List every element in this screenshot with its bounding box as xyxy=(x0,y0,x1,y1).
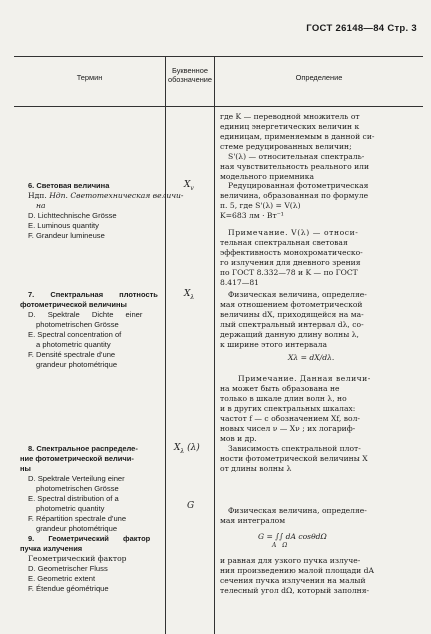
definition-line: держащий данную длину волны λ, xyxy=(220,330,359,339)
definition-line: величины dX, приходящейся на ма- xyxy=(220,310,364,319)
french-term: grandeur photométrique xyxy=(36,360,118,369)
german-term: D. Spektrale Dichte einer xyxy=(28,310,143,319)
col-header-term: Термин xyxy=(76,73,103,82)
german-term: photometrischen Grösse xyxy=(36,320,119,329)
english-term: photometric quantity xyxy=(36,504,105,513)
definition-line: стеме редуцированных величин; xyxy=(220,142,352,151)
col-header-definition: Определение xyxy=(295,73,343,82)
english-term: E. Luminous quantity xyxy=(28,221,99,230)
note-line: только в шкале длин волн λ, но xyxy=(220,394,347,403)
term-title: фотометрической величины xyxy=(20,300,127,309)
definition-line: п. 5, где S'(λ) = V(λ) xyxy=(220,201,301,210)
formula: G = ∫∫ dA cosθdΩ xyxy=(258,532,327,541)
definition-line: единицам, применяемым в данной си- xyxy=(220,132,375,141)
english-term: E. Spectral distribution of a xyxy=(28,494,119,503)
column-divider-1 xyxy=(165,56,166,634)
note-line: го излучения для дневного зрения xyxy=(220,258,361,267)
note-line: и в других спектральных шкалах: xyxy=(220,404,356,413)
definition-line: лый спектральный интервал dλ, со- xyxy=(220,320,364,329)
definition-line: мая интегралом xyxy=(220,516,286,525)
definition-line: телесный угол dΩ, который заполня- xyxy=(220,586,370,595)
deprecated-term: Ндп. Ндп. Светотехническая величи- xyxy=(28,191,184,200)
definition-line: ния произведению малой площади dA xyxy=(220,566,374,575)
definition-line: ная чувствительность реального или xyxy=(220,162,370,171)
french-term: F. Grandeur lumineuse xyxy=(28,231,105,240)
definition-line: сечения пучка излучения на малый xyxy=(220,576,366,585)
term-title: 9. Геометрический фактор xyxy=(28,534,151,543)
col-header-symbol: Буквенное обозначение xyxy=(167,66,213,84)
definition-line: K=683 лм · Вт⁻¹ xyxy=(220,211,284,220)
note-line: на может быть образована не xyxy=(220,384,340,393)
english-term: a photometric quantity xyxy=(36,340,111,349)
term-title: ны xyxy=(20,464,31,473)
french-term: F. Répartition spectrale d'une xyxy=(28,514,127,523)
definition-line: Физическая величина, определяе- xyxy=(228,506,367,515)
note-line: новых чисел ν — Xν ; их логариф- xyxy=(220,424,356,433)
german-term: D. Geometrischer Fluss xyxy=(28,564,108,573)
note-line: 8.417—81 xyxy=(220,278,259,287)
definition-line: ности фотометрической величины X xyxy=(220,454,368,463)
formula-limits: A Ω xyxy=(272,542,290,549)
symbol: $X_v$ xyxy=(184,180,194,192)
page-header: ГОСТ 26148—84 Стр. 3 xyxy=(306,23,417,34)
definition-line: Зависимость спектральной плот- xyxy=(228,444,361,453)
term-title: 6. Световая величина xyxy=(28,181,110,190)
definition-line: к ширине этого интервала xyxy=(220,340,327,349)
deprecated-term: на xyxy=(36,201,46,210)
definition-line: единиц энергетических величин к xyxy=(220,122,360,131)
definition-line: где K — переводной множитель от xyxy=(220,112,360,121)
synonym-term: Геометрический фактор xyxy=(28,554,127,563)
term-title: 8. Спектральное распределе- xyxy=(28,444,138,453)
french-term: F. Densité spectrale d'une xyxy=(28,350,116,359)
definition-line: Физическая величина, определяе- xyxy=(228,290,367,299)
english-term: E. Geometric extent xyxy=(28,574,96,583)
definition-line: Редуцированная фотометрическая xyxy=(228,181,369,190)
symbol: G xyxy=(187,501,195,511)
note-line: по ГОСТ 8.332—78 и K — по ГОСТ xyxy=(220,268,358,277)
definition-line: мая отношением фотометрической xyxy=(220,300,363,309)
note-line: Примечание. Данная величи- xyxy=(238,374,371,383)
definition-line: модельного приемника xyxy=(220,172,314,181)
note-line: тельная спектральная световая xyxy=(220,238,348,247)
note-line: мов и др. xyxy=(220,434,257,443)
term-title: 7. Спектральная плотность xyxy=(28,290,158,299)
german-term: photometrischen Grösse xyxy=(36,484,119,493)
formula: Xλ = dX/dλ. xyxy=(288,353,335,362)
german-term: D. Spektrale Verteilung einer xyxy=(28,474,125,483)
table-top-rule xyxy=(14,56,423,57)
definition-line: от длины волны λ xyxy=(220,464,292,473)
symbol: $X_\lambda$ (λ) xyxy=(174,443,200,455)
german-term: D. Lichttechnische Grösse xyxy=(28,211,117,220)
column-divider-2 xyxy=(214,56,215,634)
term-title: пучка излучения xyxy=(20,544,83,553)
note-line: Примечание. V(λ) — относи- xyxy=(228,228,359,237)
definition-line: величина, образованная по формуле xyxy=(220,191,369,200)
note-line: эффективность монохроматическо- xyxy=(220,248,363,257)
term-title: ние фотометрической величи- xyxy=(20,454,134,463)
french-term: F. Étendue géométrique xyxy=(28,584,109,593)
definition-line: S'(λ) — относительная спектраль- xyxy=(228,152,365,161)
english-term: E. Spectral concentration of xyxy=(28,330,122,339)
symbol: $X_\lambda$ xyxy=(184,289,195,301)
note-line: частот f — с обозначением Xf, вол- xyxy=(220,414,360,423)
french-term: grandeur photométrique xyxy=(36,524,118,533)
definition-line: и равная для узкого пучка излуче- xyxy=(220,556,361,565)
table-header-rule xyxy=(14,106,423,107)
